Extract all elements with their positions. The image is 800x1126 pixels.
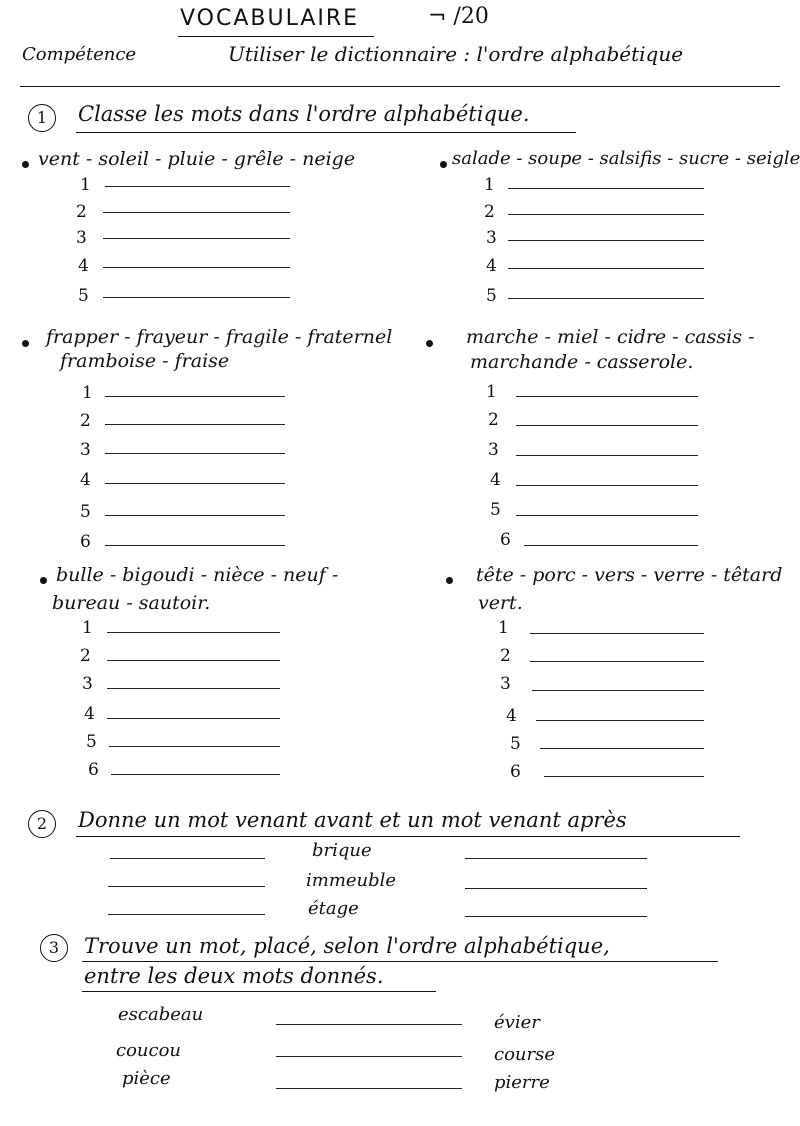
answer-number: 2 (80, 646, 91, 666)
exercise-3-underline-1 (82, 961, 718, 962)
answer-line[interactable] (107, 632, 280, 633)
answer-line[interactable] (516, 455, 698, 456)
answer-number: 6 (500, 530, 511, 550)
answer-number: 1 (80, 175, 91, 195)
list-bullet (440, 161, 447, 168)
answer-number: 6 (80, 532, 91, 552)
given-word: étage (308, 898, 359, 919)
answer-number: 1 (498, 618, 509, 638)
answer-line[interactable] (508, 298, 704, 299)
exercise-3-number: 3 (40, 934, 68, 962)
word-list-2: salade - soupe - salsifis - sucre - seigle (452, 148, 800, 169)
right-word: évier (494, 1012, 540, 1033)
answer-number: 4 (486, 256, 497, 276)
answer-line[interactable] (508, 240, 704, 241)
header-separator (20, 86, 780, 87)
answer-number: 4 (78, 256, 89, 276)
answer-line[interactable] (103, 297, 290, 298)
answer-number: 2 (484, 202, 495, 222)
given-word: immeuble (306, 870, 397, 891)
answer-line-between[interactable] (276, 1024, 462, 1025)
list-bullet (40, 577, 47, 584)
competence-label: Compétence (22, 44, 137, 65)
answer-line-between[interactable] (276, 1088, 462, 1089)
answer-number: 1 (82, 618, 93, 638)
exercise-2-instruction: Donne un mot venant avant et un mot venant après (78, 808, 627, 832)
answer-number: 5 (78, 286, 89, 306)
answer-line[interactable] (107, 718, 280, 719)
answer-number: 4 (490, 470, 501, 490)
exercise-1-number: 1 (28, 104, 56, 132)
answer-line[interactable] (105, 453, 285, 454)
answer-number: 1 (486, 382, 497, 402)
exercise-2-number: 2 (28, 810, 56, 838)
answer-number: 5 (490, 500, 501, 520)
answer-line[interactable] (530, 661, 704, 662)
answer-number: 5 (510, 734, 521, 754)
answer-number: 2 (488, 410, 499, 430)
score-box: ¬ /20 (428, 4, 489, 29)
answer-line-before[interactable] (110, 858, 265, 859)
given-word: brique (312, 840, 372, 861)
left-word: escabeau (118, 1004, 204, 1025)
answer-line[interactable] (103, 212, 290, 213)
answer-line[interactable] (536, 720, 704, 721)
word-list-1: vent - soleil - pluie - grêle - neige (38, 148, 356, 170)
word-list-3-line-2: framboise - fraise (60, 350, 230, 372)
right-word: course (494, 1044, 556, 1065)
answer-line[interactable] (109, 746, 280, 747)
answer-line[interactable] (532, 690, 704, 691)
answer-line[interactable] (107, 660, 280, 661)
answer-line[interactable] (103, 238, 290, 239)
exercise-1-instruction: Classe les mots dans l'ordre alphabétique. (78, 102, 530, 126)
list-bullet (22, 161, 29, 168)
answer-line[interactable] (105, 483, 285, 484)
answer-line[interactable] (105, 515, 285, 516)
answer-number: 3 (488, 440, 499, 460)
answer-line[interactable] (105, 424, 285, 425)
answer-line[interactable] (508, 268, 704, 269)
answer-number: 5 (486, 286, 497, 306)
answer-line[interactable] (107, 688, 280, 689)
answer-line[interactable] (516, 425, 698, 426)
answer-line[interactable] (508, 214, 704, 215)
word-list-5-line-2: bureau - sautoir. (52, 592, 211, 614)
answer-line[interactable] (544, 776, 704, 777)
word-list-3-line-1: frapper - frayeur - fragile - fraternel (46, 326, 393, 348)
title-underline (178, 36, 374, 37)
exercise-1-underline (76, 132, 576, 133)
answer-line[interactable] (103, 267, 290, 268)
answer-number: 1 (82, 383, 93, 403)
answer-number: 4 (506, 706, 517, 726)
exercise-3-instruction-line-2: entre les deux mots donnés. (84, 964, 384, 988)
answer-number: 5 (86, 732, 97, 752)
answer-line[interactable] (530, 633, 704, 634)
answer-number: 4 (84, 704, 95, 724)
answer-number: 5 (80, 502, 91, 522)
word-list-4-line-2: marchande - casserole. (470, 351, 694, 373)
answer-line[interactable] (105, 186, 290, 187)
answer-number: 2 (76, 202, 87, 222)
answer-number: 6 (88, 760, 99, 780)
list-bullet (22, 340, 29, 347)
left-word: coucou (116, 1040, 182, 1061)
worksheet-title: VOCABULAIRE (180, 6, 360, 31)
answer-line[interactable] (524, 545, 698, 546)
answer-number: 6 (510, 762, 521, 782)
answer-number: 2 (80, 411, 91, 431)
word-list-6-line-1: tête - porc - vers - verre - têtard (476, 564, 783, 586)
answer-line-after[interactable] (465, 888, 647, 889)
answer-number: 4 (80, 470, 91, 490)
answer-line[interactable] (111, 774, 280, 775)
word-list-5-line-1: bulle - bigoudi - nièce - neuf - (56, 564, 339, 586)
word-list-6-line-2: vert. (478, 592, 523, 614)
answer-number: 3 (500, 674, 511, 694)
answer-number: 3 (486, 228, 497, 248)
exercise-3-underline-2 (82, 991, 436, 992)
exercise-3-instruction-line-1: Trouve un mot, placé, selon l'ordre alphabétique, (84, 934, 610, 958)
answer-number: 1 (484, 175, 495, 195)
answer-line[interactable] (508, 188, 704, 189)
answer-line[interactable] (105, 545, 285, 546)
answer-line[interactable] (516, 396, 698, 397)
answer-number: 2 (500, 646, 511, 666)
answer-line[interactable] (516, 515, 698, 516)
exercise-2-underline (76, 836, 740, 837)
answer-line-before[interactable] (108, 914, 265, 915)
competence-text: Utiliser le dictionnaire : l'ordre alphabétique (228, 42, 684, 66)
answer-line-between[interactable] (276, 1056, 462, 1057)
answer-number: 3 (82, 674, 93, 694)
answer-line-after[interactable] (465, 916, 647, 917)
left-word: pièce (122, 1068, 171, 1089)
answer-line[interactable] (540, 748, 704, 749)
answer-number: 3 (80, 440, 91, 460)
answer-number: 3 (76, 228, 87, 248)
right-word: pierre (494, 1072, 550, 1093)
answer-line[interactable] (105, 396, 285, 397)
answer-line[interactable] (516, 485, 698, 486)
list-bullet (426, 340, 433, 347)
word-list-4-line-1: marche - miel - cidre - cassis - (466, 326, 755, 348)
answer-line-after[interactable] (465, 858, 647, 859)
list-bullet (446, 577, 453, 584)
answer-line-before[interactable] (108, 886, 265, 887)
